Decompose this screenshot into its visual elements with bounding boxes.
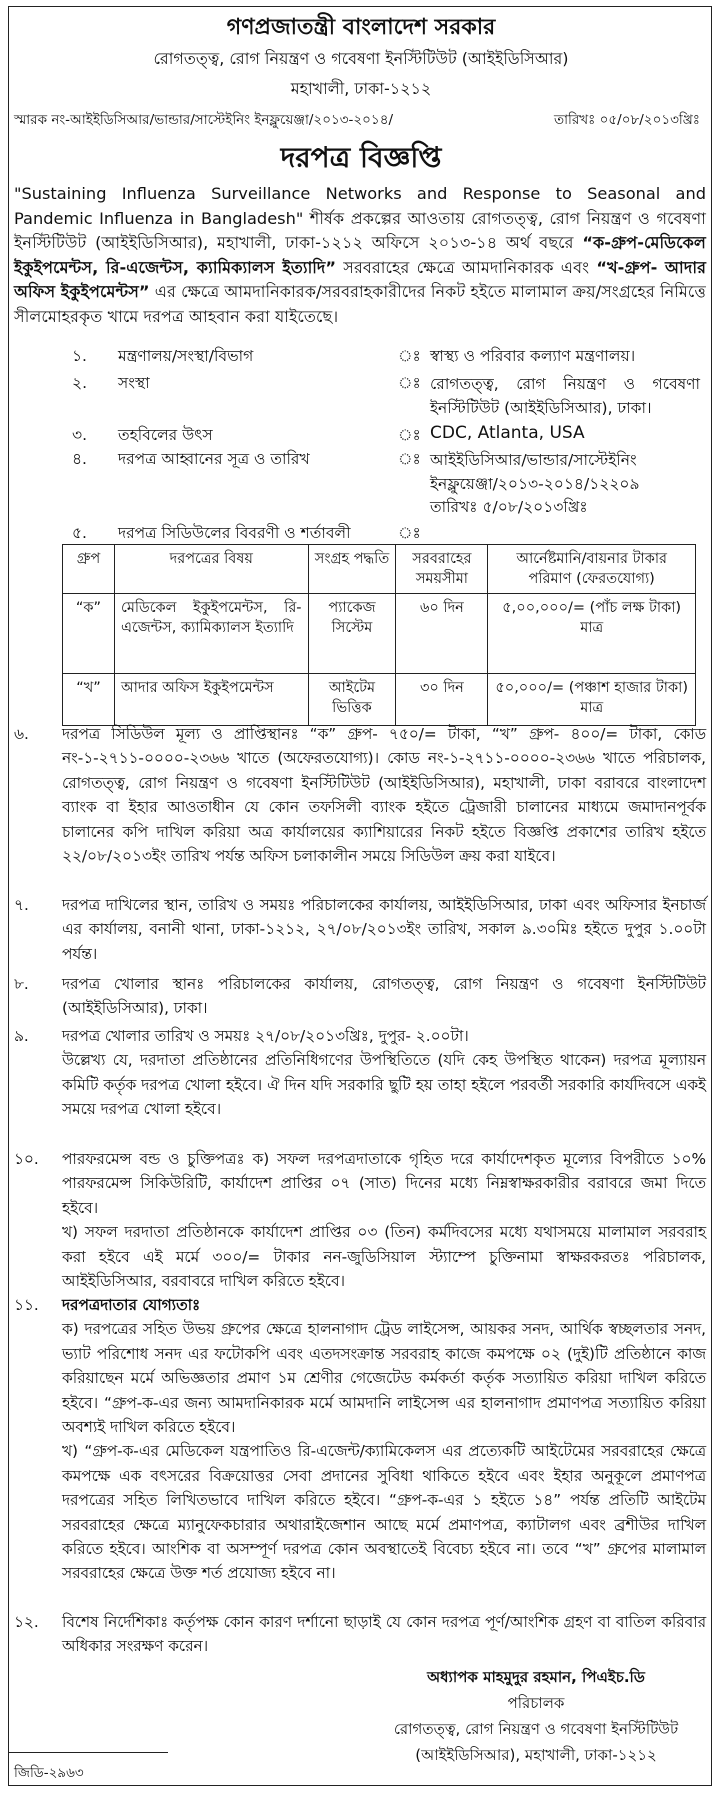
clause-text: ক) দরপত্রের সহিত উভয় গ্রুপের ক্ষেত্রে হালনাগাদ ট্রেড লাইসেন্স, আয়কর সনদ, আর্থিক স্বচ্ছলতার সনদ, ভ্যাট পরিশোধ সনদ এর ফটোকপি এবং এতদসংক্রান্ত সরবরাহ কাজে কমপক্ষে ০২ (দুই)টি প্রতিষ্ঠানে কাজ করিয়াছেন মর্মে অভিজ্ঞতার প্রমাণ ১ম শ্রেণীর গেজেটেড কর্মকর্তা কর্তৃক সত্যায়িত করিয়া দাখিল করিতে হইবে। “গ্রুপ-ক-এর জন্য আমদানিকারক মর্মে আমদানি লাইসেন্স এর হালনাগাদ প্রমাণপত্র সত্যায়িত করিয়া অবশ্যই দাখিল করিতে হইবে। [62, 1320, 706, 1437]
table-row [63, 674, 696, 726]
schedule-table [62, 544, 696, 726]
clause-text: দরপত্র খোলার তারিখ ও সময়ঃ ২৭/০৮/২০১৩খ্রিঃ, দুপুর- ২.০০টা। [62, 1027, 469, 1045]
clause-number: ৭. [14, 896, 29, 914]
column-header: সরবরাহের সময়সীমা [396, 545, 488, 594]
item-value: আইইডিসিআর/ভান্ডার/সাস্টেইনিং ইনফ্লুয়েঞ্জা/২০১৩-২০১৪/১২২০৯ [430, 451, 640, 493]
table-cell: ৩০ দিন [396, 674, 488, 726]
clause-number: ৯. [14, 1027, 29, 1045]
table-header-row [63, 545, 696, 594]
item-value: রোগতত্ত্ব, রোগ নিয়ন্ত্রণ ও গবেষণা ইনস্টিটিউট (আইইডিসিআর), ঢাকা। [430, 375, 700, 417]
intro-paragraph: "Sustaining Influenza Surveillance Networks and Response to Seasonal and Pandemic Influenza in Bangladesh" শীর্ষক প্রকল্পের আওতায় রোগতত্ত্ব, রোগ নিয়ন্ত্রণ ও গবেষণা ইনস্টিটিউট (আইইডিসিআর), মহাখালী, ঢাকা-১২১২ অফিসে ২০১৩-১৪ অর্থ বছরে “ক-গ্রুপ-মেডিকেল ইকুইপমেন্টস, রি-এজেন্টস, ক্যামিক্যালস ইত্যাদি” সরবরাহের ক্ষেত্রে আমদানিকারক এবং “খ-গ্রুপ- আদার অফিস ইকুইপমেন্টস” এর ক্ষেত্রে আমদানিকারক/সরবরাহকারীদের নিকট হইতে মালামাল ক্রয়/সংগ্রহের নিমিত্তে সীলমোহরকৃত খামে দরপত্র আহবান করা যাইতেছে। [14, 184, 707, 326]
clause-text-b: খ) “গ্রুপ-ক-এর মেডিকেল যন্ত্রপাতিও রি-এজেন্ট/ক্যামিকেলস এর প্রত্যেকটি আইটেমের সরবরাহের ক্ষেত্রে কমপক্ষে এক বৎসরের বিক্রয়োত্তর সেবা প্রদানের সুবিধা থাকিতে হইবে এবং ইহার অনুকূলে প্রমাণপত্র দরপত্রের সহিত লিখিতভাবে দাখিল করিতে হইবে। “গ্রুপ-ক-এর ১ হইতে ১৪” পর্যন্ত প্রতিটি আইটেম সরবরাহের ক্ষেত্রে ম্যানুফেকচারার অথারাইজেশান আছে মর্মে প্রমাণপত্র, ক্যাটালগ এবং ব্রশীউর দাখিল করিতে হইবে। আংশিক বা অসম্পূর্ণ দরপত্র কোন অবস্থাতেই বিবেচ্য হইবে না। তবে “খ” গ্রুপের মালামাল সরবরাহের ক্ষেত্রে উক্ত শর্ত প্রযোজ্য হইবে না। [62, 1442, 706, 1583]
item-value: CDC, Atlanta, USA [430, 423, 585, 443]
item-separator: ঃ [398, 426, 421, 444]
signatory-name: অধ্যাপক মাহমুদুর রহমান, পিএইচ.ডি [427, 1668, 645, 1686]
clause-text: বিশেষ নির্দেশিকাঃ কর্তৃপক্ষ কোন কারণ দর্শানো ছাড়াই যে কোন দরপত্র পূর্ণ/আংশিক গ্রহণ বা বাতিল করিবার অধিকার সংরক্ষণ করেন। [62, 1613, 706, 1656]
clause-11 [14, 1293, 706, 1586]
clause-6 [14, 722, 706, 868]
notice-date: তারিখঃ ০৫/০৮/২০১৩খ্রিঃ [553, 112, 700, 128]
table-cell: আইটেম ভিত্তিক [308, 674, 396, 726]
table-cell: “খ” [63, 674, 115, 726]
item-value: স্বাস্থ্য ও পরিবার কল্যাণ মন্ত্রণালয়। [430, 347, 636, 365]
item-separator: ঃ [398, 347, 421, 365]
clause-text: দরপত্র খোলার স্থানঃ পরিচালকের কার্যালয়, রোগতত্ত্ব, রোগ নিয়ন্ত্রণ ও গবেষণা ইনস্টিটিউট (আইইডিসিআর), ঢাকা। [62, 975, 706, 1018]
clause-number: ১২. [14, 1613, 39, 1631]
clause-text: দরপত্র সিডিউল মূল্য ও প্রাপ্তিস্থানঃ “ক” গ্রুপ- ৭৫০/= টাকা, “খ” গ্রুপ- ৪০০/= টাকা, কোড নং-১-২৭১১-০০০০-২৩৬৬ খাতে (অফেরতযোগ্য)। কোড নং-১-২৭১১-০০০০-২৩৬৬ খাতে পরিচালক, রোগতত্ত্ব, রোগ নিয়ন্ত্রণ ও গবেষণা ইনস্টিটিউট (আইইডিসিআর), মহাখালী, ঢাকা বরাবরে বাংলাদেশ ব্যাংক বা ইহার আওতাধীন যে কোন তফসিলী ব্যাংক হইতে ট্রেজারী চালানের মাধ্যমে জমাদানপূর্বক চালানের কপি দাখিল করিয়া অত্র কার্যালয়ের ক্যাশিয়ারের নিকট হইতে বিজ্ঞপ্তি প্রকাশের তারিখ হইতে ২২/০৮/২০১৩ইং তারিখ পর্যন্ত অফিস চলাকালীন সময়ে সিডিউল ক্রয় করা যাইবে। [62, 725, 706, 866]
item-label: সংস্থা [118, 374, 150, 392]
column-header: সংগ্রহ পদ্ধতি [308, 545, 396, 594]
table-cell: আদার অফিস ইকুইপমেন্টস [114, 674, 308, 726]
clause-12 [14, 1610, 706, 1659]
item-number: ৩. [72, 426, 88, 444]
clause-text: পারফরমেন্স বন্ড ও চুক্তিপত্রঃ ক) সফল দরপত্রদাতাকে গৃহিত দরে কার্যাদেশকৃত মূল্যের বিপরীতে ১০% পারফরমেন্স সিকিউরিটি, কার্যাদেশ প্রাপ্তির ০৭ (সাত) দিনের মধ্যে নিম্নস্বাক্ষরকারীর বরাবরে জমা দিতে হইবে। [62, 1150, 706, 1217]
item-value-date: তারিখঃ ৫/০৮/২০১৩খ্রিঃ [430, 498, 588, 516]
footer-divider [8, 1752, 168, 1753]
column-header: আর্নেষ্টমানি/বায়নার টাকার পরিমাণ (ফেরতযোগ্য) [488, 545, 696, 594]
clause-number: ১০. [14, 1150, 39, 1168]
institute-name: রোগতত্ত্ব, রোগ নিয়ন্ত্রণ ও গবেষণা ইনস্টিটিউট (আইইডিসিআর) [153, 49, 569, 68]
clause-number: ৮. [14, 975, 29, 993]
footer-code: জিডি-২৯৬৩ [14, 1765, 84, 1781]
clause-number: ৬. [14, 725, 29, 743]
institute-address: মহাখালী, ঢাকা-১২১২ [290, 79, 432, 98]
signatory-designation: পরিচালক [507, 1694, 565, 1712]
item-number: ২. [72, 374, 88, 392]
item-number: ৫. [72, 524, 87, 542]
column-header: গ্রুপ [63, 545, 115, 594]
item-label: দরপত্র আহ্বানের সূত্র ও তারিখ [118, 450, 310, 468]
clause-text-note: উল্লেখ্য যে, দরদাতা প্রতিষ্ঠানের প্রতিনিধিগণের উপস্থিতিতে (যদি কেহ উপস্থিত থাকেন) দরপত্র মূল্যায়ন কমিটি কর্তৃক দরপত্র খোলা হইবে। ঐ দিন যদি সরকারি ছুটি হয় তাহা হইলে পরবর্তী সরকারি কার্যদিবসে একই সময়ে দরপত্র খোলা হইবে। [62, 1051, 706, 1119]
clause-7 [14, 893, 706, 966]
item-number: ৪. [72, 450, 87, 468]
table-cell: মেডিকেল ইকুইপমেন্টস, রি-এজেন্টস, ক্যামিক্যালস ইত্যাদি [114, 594, 308, 674]
clause-text-b: খ) সফল দরদাতা প্রতিষ্ঠানকে কার্যাদেশ প্রাপ্তির ০৩ (তিন) কর্মদিবসের মধ্যে যথাসময়ে মালামাল সরবরাহ করা হইবে এই মর্মে ৩০০/= টাকার নন-জুডিসিয়াল স্ট্যাম্পে চুক্তিনামা স্বাক্ষরকরতঃ পরিচালক, আইইডিসিআর, বরবাবরে দাখিল করিতে হইবে। [62, 1223, 706, 1291]
page-title: দরপত্র বিজ্ঞপ্তি [280, 141, 442, 174]
table-cell: ৫০,০০০/= (পঞ্চাশ হাজার টাকা) মাত্র [488, 674, 696, 726]
item-separator: ঃ [398, 450, 421, 468]
table-row [63, 594, 696, 674]
table-cell: ৬০ দিন [396, 594, 488, 674]
memo-number: স্মারক নং-আইইডিসিআর/ভান্ডার/সাস্টেইনিং ইনফ্লুয়েঞ্জা/২০১৩-২০১৪/ [14, 112, 394, 128]
clause-number: ১১. [14, 1296, 39, 1314]
item-number: ১. [72, 347, 87, 365]
item-label: তহবিলের উৎস [118, 426, 213, 444]
item-separator: ঃ [398, 524, 421, 542]
clause-text: দরপত্র দাখিলের স্থান, তারিখ ও সময়ঃ পরিচালকের কার্যালয়, আইইডিসিআর, ঢাকা এবং অফিসার ইনচার্জ এর কার্যালয়, বনানী থানা, ঢাকা-১২১২, ২৭/০৮/২০১৩ইং তারিখ, সকাল ৯.৩০মিঃ হইতে দুপুর ১.০০টা পর্যন্ত। [62, 896, 706, 963]
clause-9 [14, 1024, 706, 1122]
table-cell: ৫,০০,০০০/= (পাঁচ লক্ষ টাকা) মাত্র [488, 594, 696, 674]
clause-8 [14, 972, 706, 1021]
table-cell: “ক” [63, 594, 115, 674]
item-label: মন্ত্রণালয়/সংস্থা/বিভাগ [118, 347, 254, 365]
signatory-address: (আইইডিসিআর), মহাখালী, ঢাকা-১২১২ [415, 1746, 657, 1764]
clause-heading: দরপত্রদাতার যোগ্যতাঃ [62, 1296, 201, 1314]
item-separator: ঃ [398, 374, 421, 392]
clause-10 [14, 1147, 706, 1293]
signatory-institute: রোগতত্ত্ব, রোগ নিয়ন্ত্রণ ও গবেষণা ইনস্টিটিউট [393, 1720, 679, 1738]
column-header: দরপত্রের বিষয় [114, 545, 308, 594]
table-cell: প্যাকেজ সিস্টেম [308, 594, 396, 674]
government-name: গণপ্রজাতন্ত্রী বাংলাদেশ সরকার [226, 15, 496, 40]
item-label: দরপত্র সিডিউলের বিবরণী ও শর্তাবলী [118, 524, 351, 542]
